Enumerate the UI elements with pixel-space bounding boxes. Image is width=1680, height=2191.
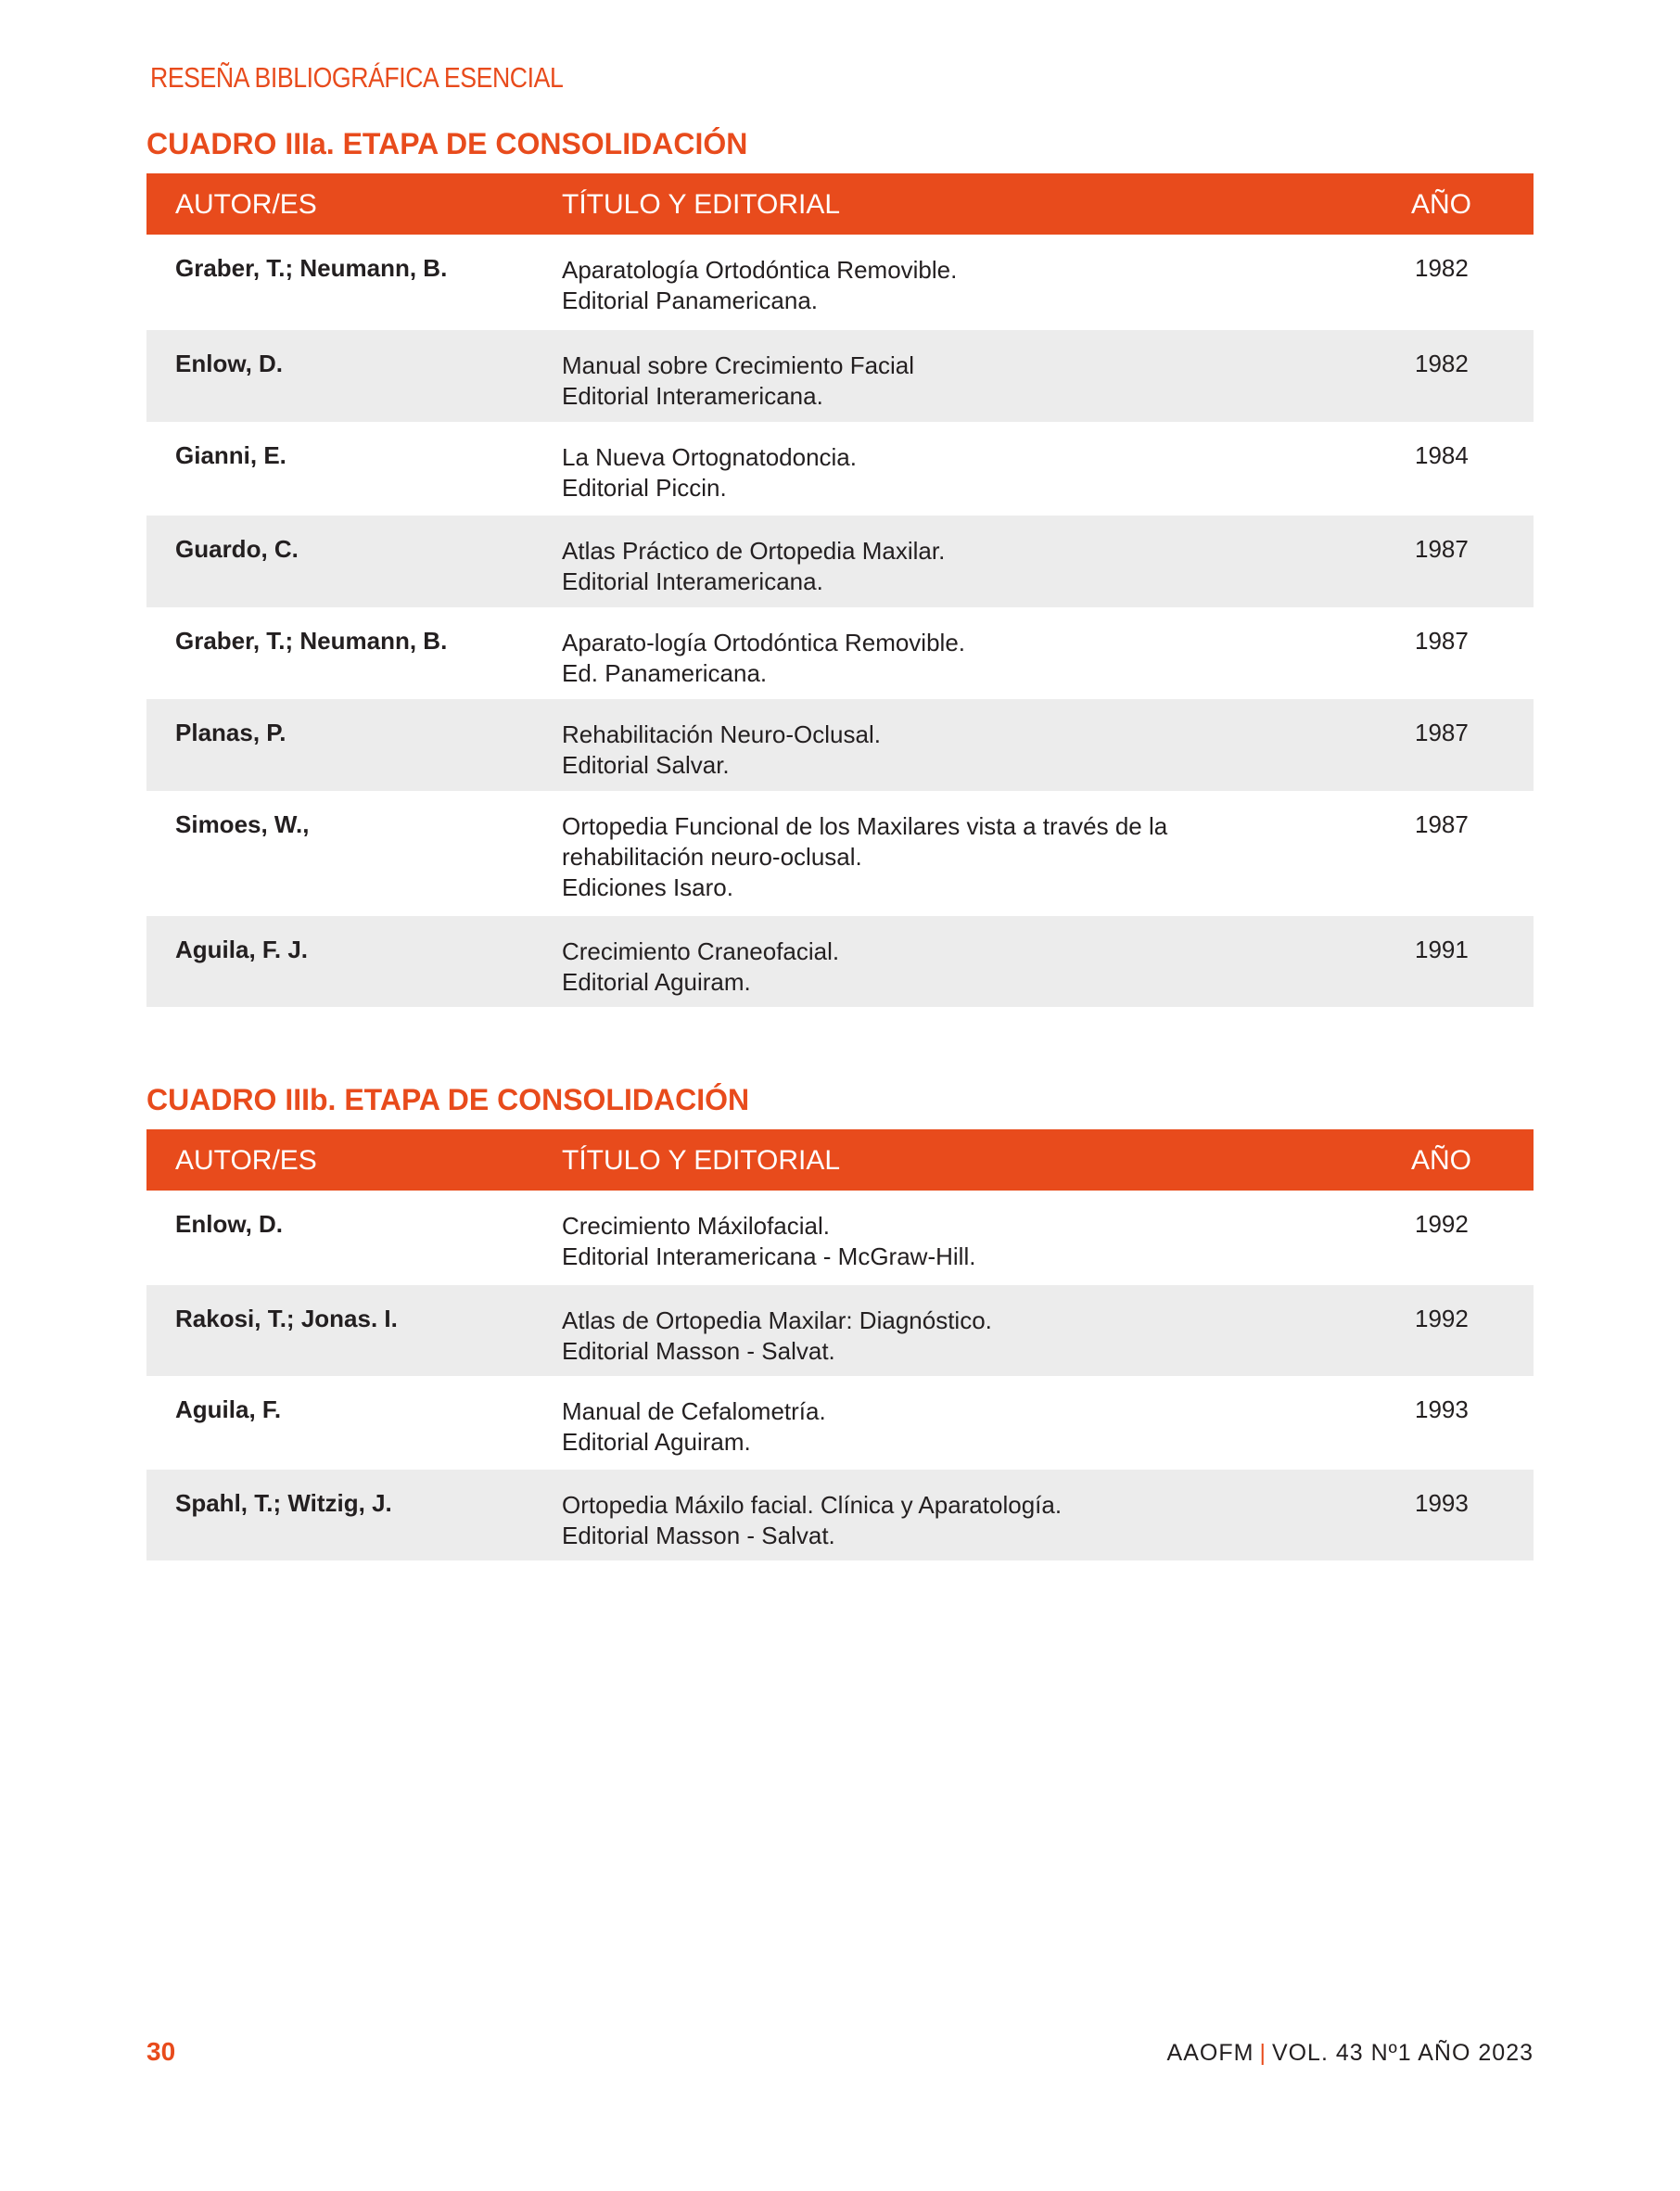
journal-name: AAOFM xyxy=(1166,2040,1254,2066)
titulo-line: Editorial Piccin. xyxy=(562,474,727,502)
cell-anio: 1991 xyxy=(1415,936,1469,963)
table-row xyxy=(146,607,1534,699)
cell-anio: 1992 xyxy=(1415,1210,1469,1238)
titulo-line: Atlas de Ortopedia Maxilar: Diagnóstico. xyxy=(562,1306,992,1334)
cell-autor: Spahl, T.; Witzig, J. xyxy=(175,1489,392,1517)
separator: | xyxy=(1259,2040,1266,2066)
journal-issue: VOL. 43 Nº1 AÑO 2023 xyxy=(1271,2040,1534,2066)
journal-info xyxy=(1167,2040,1534,2067)
table-row xyxy=(146,1191,1534,1285)
cell-autor: Graber, T.; Neumann, B. xyxy=(175,627,448,655)
titulo-line: Manual de Cefalometría. xyxy=(562,1397,826,1425)
titulo-line: Ortopedia Máxilo facial. Clínica y Aparatología. xyxy=(562,1491,1063,1519)
table-a xyxy=(146,173,1534,1007)
cell-autor: Aguila, F. xyxy=(175,1395,282,1423)
titulo-line: Editorial Interamericana. xyxy=(562,567,823,595)
table-b-title: CUADRO IIIb. ETAPA DE CONSOLIDACIÓN xyxy=(146,1083,750,1116)
table-row xyxy=(146,791,1534,916)
titulo-line: Editorial Salvar. xyxy=(562,751,730,779)
titulo-line: Ortopedia Funcional de los Maxilares vista a través de la xyxy=(562,812,1168,840)
cell-titulo-editorial xyxy=(562,720,1266,781)
cell-titulo-editorial xyxy=(562,1306,1266,1367)
titulo-line: Editorial Panamericana. xyxy=(562,287,819,314)
titulo-line: Editorial Interamericana - McGraw-Hill. xyxy=(562,1242,976,1270)
table-row xyxy=(146,699,1534,791)
cell-autor: Graber, T.; Neumann, B. xyxy=(175,254,448,282)
table-row xyxy=(146,330,1534,422)
titulo-line: Aparato-logía Ortodóntica Removible. xyxy=(562,629,966,656)
header-titulo-editorial: TÍTULO Y EDITORIAL xyxy=(562,189,841,220)
header-titulo-editorial: TÍTULO Y EDITORIAL xyxy=(562,1145,841,1176)
header-anio: AÑO xyxy=(1411,189,1472,220)
titulo-line: La Nueva Ortognatodoncia. xyxy=(562,443,857,471)
titulo-line: Crecimiento Craneofacial. xyxy=(562,937,840,965)
cell-titulo-editorial xyxy=(562,811,1266,903)
cell-anio: 1992 xyxy=(1415,1305,1469,1332)
cell-anio: 1987 xyxy=(1415,535,1469,563)
header-autores: AUTOR/ES xyxy=(175,1145,317,1176)
cell-anio: 1982 xyxy=(1415,350,1469,377)
cell-autor: Aguila, F. J. xyxy=(175,936,309,963)
titulo-line: Manual sobre Crecimiento Facial xyxy=(562,351,915,379)
table-header-row xyxy=(146,173,1534,235)
cell-titulo-editorial xyxy=(562,1211,1266,1272)
cell-anio: 1993 xyxy=(1415,1489,1469,1517)
table-row xyxy=(146,1376,1534,1470)
table-row xyxy=(146,1470,1534,1560)
titulo-line: Editorial Aguiram. xyxy=(562,968,751,996)
table-row xyxy=(146,422,1534,516)
titulo-line: rehabilitación neuro-oclusal. xyxy=(562,843,862,871)
cell-anio: 1982 xyxy=(1415,254,1469,282)
cell-titulo-editorial xyxy=(562,936,1266,998)
cell-titulo-editorial xyxy=(562,1490,1266,1551)
cell-autor: Enlow, D. xyxy=(175,350,284,377)
cell-anio: 1984 xyxy=(1415,441,1469,469)
titulo-line: Ed. Panamericana. xyxy=(562,659,768,687)
cell-titulo-editorial xyxy=(562,628,1266,689)
table-header-row xyxy=(146,1129,1534,1191)
cell-titulo-editorial xyxy=(562,255,1266,316)
table-b xyxy=(146,1129,1534,1560)
titulo-line: Editorial Masson - Salvat. xyxy=(562,1337,835,1365)
table-row xyxy=(146,516,1534,607)
cell-anio: 1987 xyxy=(1415,719,1469,746)
titulo-line: Atlas Práctico de Ortopedia Maxilar. xyxy=(562,537,946,565)
header-anio: AÑO xyxy=(1411,1145,1472,1176)
cell-autor: Simoes, W., xyxy=(175,810,310,838)
cell-autor: Planas, P. xyxy=(175,719,286,746)
cell-anio: 1987 xyxy=(1415,810,1469,838)
header-autores: AUTOR/ES xyxy=(175,189,317,220)
titulo-line: Aparatología Ortodóntica Removible. xyxy=(562,256,958,284)
titulo-line: Editorial Aguiram. xyxy=(562,1428,751,1456)
table-row xyxy=(146,235,1534,330)
titulo-line: Editorial Masson - Salvat. xyxy=(562,1522,835,1549)
titulo-line: Rehabilitación Neuro-Oclusal. xyxy=(562,720,881,748)
cell-titulo-editorial xyxy=(562,350,1266,412)
cell-autor: Enlow, D. xyxy=(175,1210,284,1238)
cell-anio: 1993 xyxy=(1415,1395,1469,1423)
titulo-line: Ediciones Isaro. xyxy=(562,873,733,901)
page-number: 30 xyxy=(146,2037,176,2066)
table-row xyxy=(146,1285,1534,1376)
titulo-line: Crecimiento Máxilofacial. xyxy=(562,1212,830,1240)
cell-titulo-editorial xyxy=(562,1396,1266,1458)
cell-titulo-editorial xyxy=(562,442,1266,503)
table-row xyxy=(146,916,1534,1007)
cell-titulo-editorial xyxy=(562,536,1266,597)
cell-autor: Guardo, C. xyxy=(175,535,299,563)
cell-anio: 1987 xyxy=(1415,627,1469,655)
titulo-line: Editorial Interamericana. xyxy=(562,382,823,410)
cell-autor: Gianni, E. xyxy=(175,441,286,469)
running-head: RESEÑA BIBLIOGRÁFICA ESENCIAL xyxy=(150,61,564,94)
table-a-title: CUADRO IIIa. ETAPA DE CONSOLIDACIÓN xyxy=(146,127,748,160)
cell-autor: Rakosi, T.; Jonas. I. xyxy=(175,1305,398,1332)
